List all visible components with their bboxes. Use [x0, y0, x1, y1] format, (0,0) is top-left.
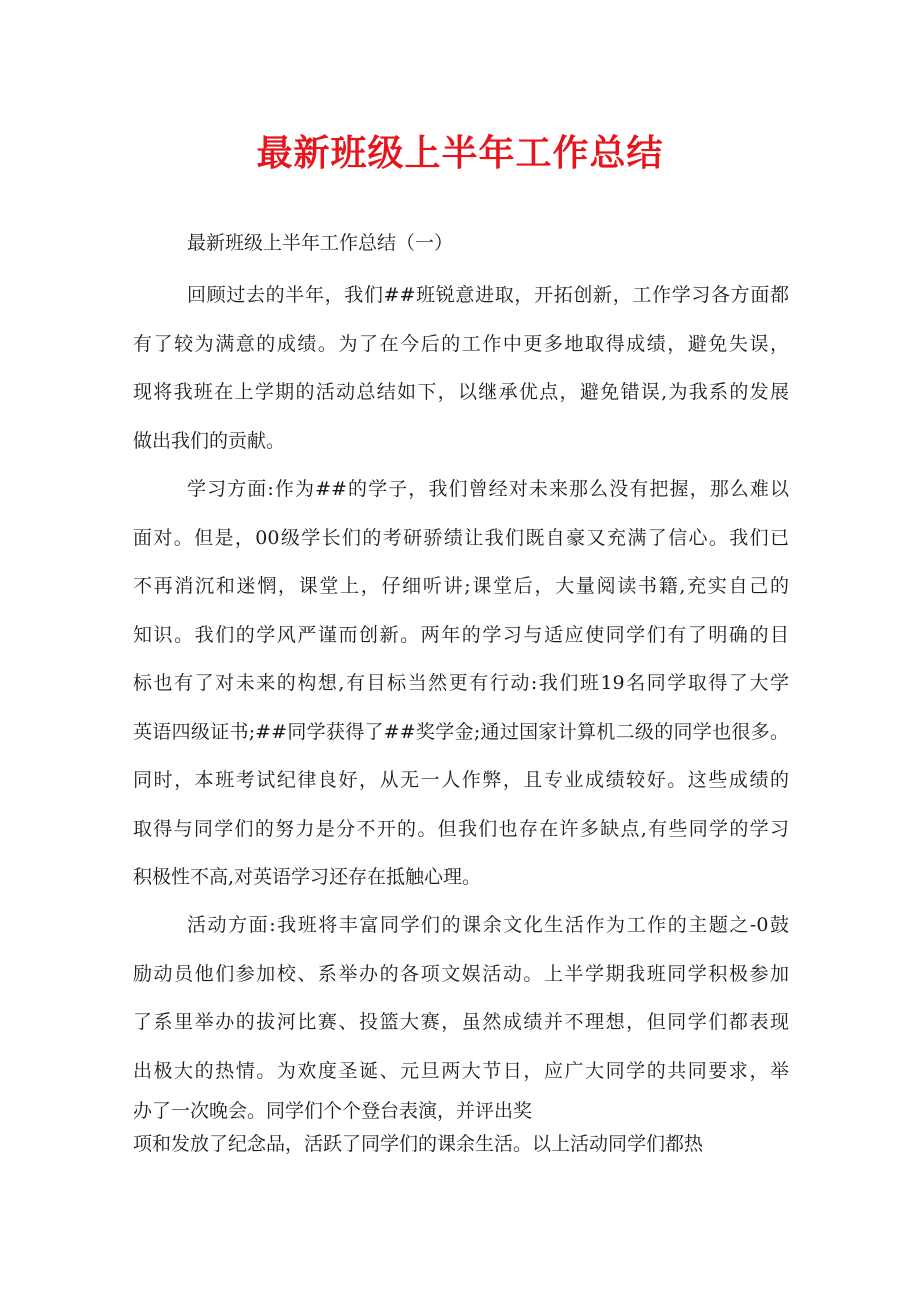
paragraph-line: 励动员他们参加校、系举办的各项文娱活动。上半学期我班同学积极参加: [133, 962, 789, 985]
paragraph-review: [133, 271, 789, 465]
paragraph-line: 活动方面:我班将丰富同学们的课余文化生活作为工作的主题之-0鼓: [187, 914, 789, 936]
paragraph-line: 了系里举办的拔河比赛、投篮大赛，虽然成绩并不理想，但同学们都表现: [133, 1011, 789, 1033]
paragraph-line: 出极大的热情。为欢度圣诞、元旦两大节日，应广大同学的共同要求，举: [133, 1059, 789, 1082]
paragraph-line: 办了一次晚会。同学们个个登台表演，并评出奖: [133, 1100, 533, 1122]
paragraph-line: 面对。但是，00级学长们的考研骄绩让我们既自豪又充满了信心。我们已: [133, 526, 789, 549]
paragraph-line: 积极性不高,对英语学习还存在抵触心理。: [133, 866, 482, 888]
document-title: 最新班级上半年工作总结: [256, 133, 664, 174]
paragraph-line: 做出我们的贡献。: [133, 429, 286, 452]
paragraph-line: 现将我班在上学期的活动总结如下，以继承优点，避免错误,为我系的发展: [133, 381, 789, 403]
paragraph-activities: [133, 901, 789, 1095]
paragraph-line: 回顾过去的半年，我们##班锐意进取，开拓创新，工作学习各方面都: [187, 284, 789, 306]
paragraph-line: 知识。我们的学风严谨而创新。两年的学习与适应使同学们有了明确的目: [133, 623, 789, 646]
paragraph-line: 取得与同学们的努力是分不开的。但我们也存在许多缺点,有些同学的学习: [133, 817, 789, 840]
paragraph-line: 有了较为满意的成绩。为了在今后的工作中更多地取得成绩，避免失误，: [133, 332, 789, 355]
section-heading: 最新班级上半年工作总结（一）: [187, 232, 454, 254]
paragraph-line: 英语四级证书;##同学获得了##奖学金;通过国家计算机二级的同学也很多。: [133, 720, 789, 743]
paragraph-line: 同时，本班考试纪律良好，从无一人作弊，且专业成绩较好。这些成绩的: [133, 769, 789, 791]
paragraph-line: 学习方面:作为##的学子，我们曾经对未来那么没有把握，那么难以: [187, 478, 789, 500]
paragraph-study: [133, 465, 789, 902]
paragraph-line: 项和发放了纪念品，活跃了同学们的课余生活。以上活动同学们都热: [133, 1133, 704, 1155]
paragraph-line: 不再消沉和迷惘，课堂上，仔细听讲;课堂后，大量阅读书籍,充实自己的: [133, 575, 789, 597]
paragraph-line: 标也有了对未来的构想,有目标当然更有行动:我们班19名同学取得了大学: [133, 672, 789, 694]
